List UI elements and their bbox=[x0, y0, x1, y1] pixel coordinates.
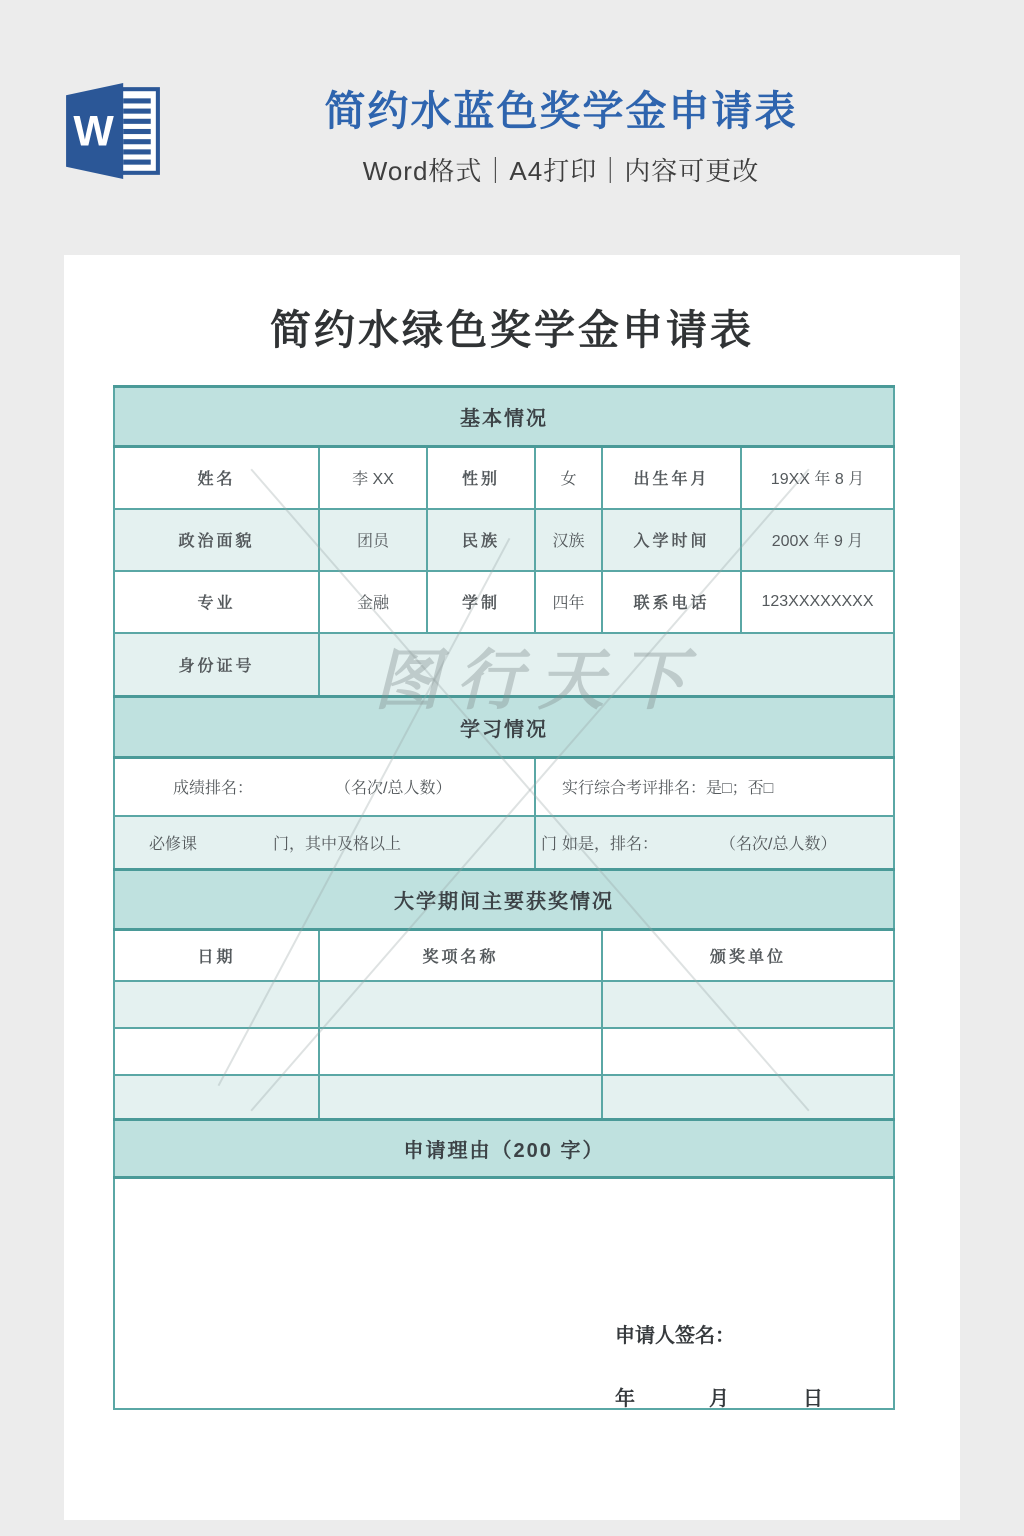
political-label: 政治面貌 bbox=[114, 509, 319, 571]
id-number-input-cell[interactable] bbox=[319, 633, 894, 697]
section-reason-title: 申请理由（200 字） bbox=[114, 1120, 894, 1178]
ethnic-value: 汉族 bbox=[535, 509, 602, 571]
course-end: 门 bbox=[541, 835, 558, 853]
section-awards-title: 大学期间主要获奖情况 bbox=[114, 870, 894, 930]
rank-label: 成绩排名： bbox=[173, 780, 254, 798]
award-date-cell[interactable] bbox=[114, 1075, 319, 1120]
award-issuer-cell[interactable] bbox=[602, 1028, 894, 1075]
table-row-id-number bbox=[114, 633, 894, 697]
table-row-political bbox=[114, 509, 894, 571]
word-icon-letter: W bbox=[73, 107, 114, 156]
document-page bbox=[64, 255, 960, 1520]
phone-value: 123XXXXXXXX bbox=[741, 571, 894, 633]
name-value: 李 XX bbox=[319, 447, 427, 509]
award-name-cell[interactable] bbox=[319, 1075, 602, 1120]
name-label: 姓名 bbox=[114, 447, 319, 509]
award-date-cell[interactable] bbox=[114, 981, 319, 1028]
phone-label: 联系电话 bbox=[602, 571, 741, 633]
date-month-label: 月 bbox=[709, 1388, 729, 1410]
gender-label: 性别 bbox=[427, 447, 535, 509]
enroll-label: 入学时间 bbox=[602, 509, 741, 571]
major-value: 金融 bbox=[319, 571, 427, 633]
table-row-name bbox=[114, 447, 894, 509]
course-mid: 门，其中及格以上 bbox=[273, 835, 402, 853]
if-rank-hint: （名次/总人数） bbox=[720, 835, 837, 853]
table-row-rank bbox=[114, 758, 894, 816]
section-reason bbox=[114, 1120, 894, 1178]
enroll-value: 200X 年 9 月 bbox=[741, 509, 894, 571]
section-basic-info bbox=[114, 387, 894, 447]
award-issuer-cell[interactable] bbox=[602, 981, 894, 1028]
table-row-major bbox=[114, 571, 894, 633]
signature-date-line bbox=[615, 1382, 897, 1411]
comprehensive-eval-cell bbox=[535, 758, 894, 816]
course-label: 必修课 bbox=[149, 835, 198, 853]
banner-text bbox=[162, 88, 960, 188]
form-title: 简约水绿色奖学金申请表 bbox=[270, 307, 754, 353]
if-rank-label: 如是，排名： bbox=[562, 835, 659, 853]
award-name-cell[interactable] bbox=[319, 1028, 602, 1075]
award-issuer-cell[interactable] bbox=[602, 1075, 894, 1120]
section-study-title: 学习情况 bbox=[114, 697, 894, 758]
reason-input-cell[interactable] bbox=[114, 1178, 894, 1409]
section-basic-title: 基本情况 bbox=[114, 387, 894, 447]
award-col-name: 奖项名称 bbox=[319, 930, 602, 981]
table-row-courses bbox=[114, 816, 894, 870]
award-name-cell[interactable] bbox=[319, 981, 602, 1028]
id-number-label: 身份证号 bbox=[114, 633, 319, 697]
award-date-cell[interactable] bbox=[114, 1028, 319, 1075]
duration-label: 学制 bbox=[427, 571, 535, 633]
required-courses-cell bbox=[114, 816, 558, 870]
award-col-date: 日期 bbox=[114, 930, 319, 981]
birth-label: 出生年月 bbox=[602, 447, 741, 509]
rank-cell bbox=[114, 758, 535, 816]
date-year-label: 年 bbox=[615, 1388, 635, 1410]
section-awards bbox=[114, 870, 894, 930]
reason-row bbox=[114, 1178, 894, 1409]
ethnic-label: 民族 bbox=[427, 509, 535, 571]
application-form-table bbox=[113, 385, 895, 1410]
award-empty-row bbox=[114, 1028, 894, 1075]
duration-value: 四年 bbox=[535, 571, 602, 633]
award-col-issuer: 颁奖单位 bbox=[602, 930, 894, 981]
word-icon bbox=[62, 80, 164, 182]
birth-value: 19XX 年 8 月 bbox=[741, 447, 894, 509]
gender-value: 女 bbox=[535, 447, 602, 509]
major-label: 专业 bbox=[114, 571, 319, 633]
section-study bbox=[114, 697, 894, 758]
if-rank-cell bbox=[535, 816, 894, 870]
date-day-label: 日 bbox=[803, 1388, 823, 1410]
awards-header-row bbox=[114, 930, 894, 981]
signature-label: 申请人签名： bbox=[615, 1325, 735, 1347]
award-empty-row bbox=[114, 981, 894, 1028]
political-value: 团员 bbox=[319, 509, 427, 571]
comprehensive-eval-text: 实行综合考评排名：是□；否□ bbox=[562, 780, 774, 798]
banner-subtitle: Word格式｜A4打印｜内容可更改 bbox=[362, 156, 760, 187]
site-watermark: 图行天下 bbox=[374, 641, 702, 719]
banner-title: 简约水蓝色奖学金申请表 bbox=[324, 88, 798, 134]
rank-hint: （名次/总人数） bbox=[335, 780, 452, 798]
award-empty-row bbox=[114, 1075, 894, 1120]
top-banner bbox=[0, 0, 1024, 255]
signature-block bbox=[615, 1319, 897, 1411]
